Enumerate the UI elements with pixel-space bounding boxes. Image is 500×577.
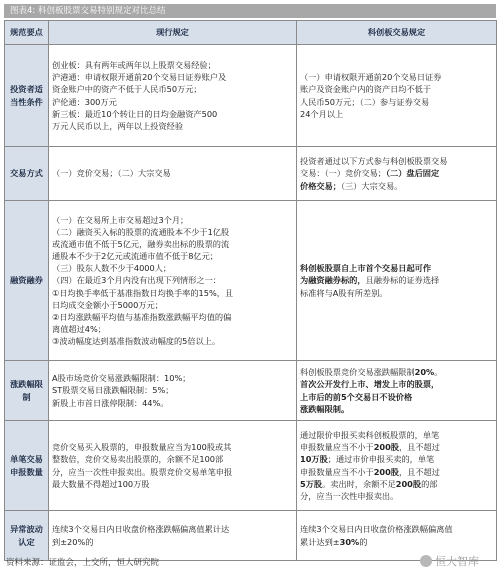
cell-line (300, 287, 493, 299)
cell-line (52, 226, 293, 238)
table-row (5, 201, 497, 361)
cell-line (52, 287, 293, 299)
bold-text: 价格交易； (300, 180, 341, 191)
cell-line (52, 384, 293, 396)
text: 分，应当一次性申报卖出。 (300, 490, 399, 501)
text: 通过限价申报买卖科创板股票的，单笔 (300, 430, 440, 441)
cell-line (52, 478, 293, 490)
bold-text: 科创板股票自上市首个交易日起可作 (300, 263, 432, 274)
source-footnote: 资料来源：证监会，上交所，恒大研究院 (6, 558, 160, 568)
cell-line (52, 453, 293, 465)
current-rule-cell (49, 45, 297, 147)
cell-line (300, 403, 493, 415)
header-row (5, 21, 497, 45)
cell-line (300, 155, 493, 167)
text: 且融券标的证券选择 (365, 275, 440, 286)
cell-line (52, 311, 293, 323)
cell-line (52, 335, 293, 347)
row-category: 投资者适当性条件 (5, 45, 49, 147)
text: （一）竞价交易；（二）大宗交易 (52, 168, 171, 179)
text: 24个月以上 (300, 108, 344, 119)
table-row (5, 45, 497, 147)
row-category: 单笔交易申报数量 (5, 421, 49, 511)
cell-line (300, 490, 493, 502)
bold-text: 首次公开发行上市、增发上市的股票， (300, 379, 440, 390)
text: 整数倍，竞价交易卖出股票的，余额不足100部 (52, 454, 224, 465)
table-row (5, 421, 497, 511)
figure-title: 图表4: 科创板股票交易特别规定对比总结 (4, 4, 496, 18)
text: 竞价交易买入股票的，申报数量应当为100股或其 (52, 442, 232, 453)
cell-line (300, 96, 493, 108)
cell-line (300, 453, 493, 465)
text: 到±20%的 (52, 536, 94, 547)
text: （一）在交易所上市交易超过3个月； (52, 214, 189, 225)
row-category: 异常波动认定 (5, 511, 49, 561)
text: ①日均换手率低于基准指数日均换手率的15%，且 (52, 287, 234, 298)
current-rule-cell (49, 421, 297, 511)
text: 。卖出时，余额不足 (322, 478, 396, 489)
bold-text: 30% (339, 536, 360, 547)
cell-line (52, 536, 293, 548)
row-category: 涨跌幅限制 (5, 361, 49, 421)
cell-line (52, 323, 293, 335)
cell-line (300, 536, 493, 548)
bold-text: 为融资融券标的， (300, 275, 366, 286)
text: （二）融资买入标的股票的流通股本不少于1亿股 (52, 227, 230, 238)
bold-text: 200股 (373, 466, 399, 477)
row-category: 融资融券 (5, 201, 49, 361)
current-rule-cell (49, 147, 297, 201)
text: 创业板：具有两年或两年以上股票交易经验； (52, 60, 216, 71)
text: 沪伦通：300万元 (52, 96, 117, 107)
text: 累计达到± (300, 536, 340, 547)
cell-line (52, 96, 293, 108)
text: 投资者通过以下方式参与科创板股票交易 (300, 156, 448, 167)
text: 通股本不少于2亿元或流通市值不低于8亿元； (52, 251, 218, 262)
text: ③波动幅度达到基准指数波动幅度的5倍以上。 (52, 335, 221, 346)
cell-line (52, 299, 293, 311)
cell-line (52, 108, 293, 120)
cell-line (52, 523, 293, 535)
cell-line (52, 397, 293, 409)
bold-text: 200股 (373, 442, 399, 453)
text: 标准将与A股有所差别。 (300, 287, 388, 298)
text: 资金账户中的资产不低于人民币50万元； (52, 84, 202, 95)
header-current-rules: 现行规定 (49, 21, 297, 45)
text: 的部 (421, 478, 438, 489)
cell-line (52, 466, 293, 478)
text: A股市场竞价交易涨跌幅限制：10%； (52, 373, 191, 384)
table-row (5, 147, 497, 201)
text: 科创板股票竞价交易涨跌幅限制 (300, 367, 415, 378)
bold-text: 200股 (395, 478, 422, 489)
text: （三）大宗交易。 (340, 180, 403, 191)
text: （三）股东人数不少于4000人； (52, 263, 172, 274)
text: ；通过市价申报买卖的，单笔 (327, 454, 435, 465)
text: 或流通市值不低于5亿元，融券卖出标的股票的流 (52, 239, 230, 250)
text: 日均成交金额小于5000万元； (52, 299, 163, 310)
text: 账户及资金账户内的资产日均不低于 (300, 84, 432, 95)
watermark (420, 553, 498, 571)
bold-text: 20% (414, 367, 435, 378)
cell-line (300, 71, 493, 83)
text: ，且不超过 (398, 442, 440, 453)
header-star-market-rules: 科创板交易规定 (297, 21, 497, 45)
cell-line (52, 214, 293, 226)
cell-line (52, 167, 293, 179)
cell-line (300, 108, 493, 120)
cell-line (52, 250, 293, 262)
text: （一）申请权限开通前20个交易日证券 (300, 72, 442, 83)
current-rule-cell (49, 201, 297, 361)
header-cat: 规范要点 (5, 21, 49, 45)
cell-line (52, 238, 293, 250)
current-rule-cell (49, 361, 297, 421)
cell-line (300, 366, 493, 378)
text: 最大数量不得超过100万股 (52, 478, 150, 489)
text: 的 (359, 536, 368, 547)
current-rule-cell (49, 511, 297, 561)
cell-line (300, 378, 493, 390)
text: 。 (434, 367, 443, 378)
text: 申报数量应当不小于 (300, 466, 374, 477)
text: ST股票交易日涨跌幅限制：5%； (52, 385, 174, 396)
star-market-rule-cell (297, 201, 497, 361)
bold-text: （二）盘后固定 (385, 168, 440, 179)
cell-line (300, 180, 493, 192)
cell-line (52, 71, 293, 83)
watermark-text: 恒大智库 (435, 555, 479, 568)
cell-line (52, 262, 293, 274)
cell-line (52, 59, 293, 71)
star-market-rule-cell (297, 361, 497, 421)
cell-line (52, 441, 293, 453)
cell-line (300, 478, 493, 490)
star-market-rule-cell (297, 147, 497, 201)
table-body (5, 45, 497, 561)
cell-line (52, 274, 293, 286)
cell-line (300, 466, 493, 478)
text: 人民币50万元；（二）参与证券交易 (300, 96, 430, 107)
text: ，且不超过 (398, 466, 440, 477)
text: 交易：（一）竞价交易； (300, 168, 386, 179)
text: 连续3个交易日内日收盘价格涨跌幅偏离值 (300, 524, 453, 535)
cell-line (300, 441, 493, 453)
text: （四）在最近3个月内没有出现下列情形之一： (52, 275, 221, 286)
bold-text: 上市后的前5个交易日不设价格 (300, 391, 413, 402)
bold-text: 10万股 (300, 454, 328, 465)
comparison-table (4, 20, 497, 561)
watermark-logo-icon (420, 555, 432, 567)
cell-line (300, 274, 493, 286)
text: 离值超过4%； (52, 323, 106, 334)
cell-line (300, 167, 493, 179)
bold-text: 涨跌幅限制。 (300, 403, 350, 414)
text: 申报数量应当不小于 (300, 442, 374, 453)
cell-line (300, 523, 493, 535)
cell-line (300, 391, 493, 403)
text: 新股上市首日涨停限制：44%。 (52, 397, 169, 408)
text: 万元人民币以上，两年以上投资经验 (52, 120, 184, 131)
star-market-rule-cell (297, 421, 497, 511)
text: ②日均涨跌幅平均值与基准指数涨跌幅平均值的偏 (52, 311, 232, 322)
cell-line (300, 429, 493, 441)
row-category: 交易方式 (5, 147, 49, 201)
text: 新三板：最近10个转让日的日均金融资产500 (52, 108, 218, 119)
bold-text: 5万股 (300, 478, 323, 489)
text: 沪港通：申请权限开通前20个交易日证券账户及 (52, 72, 227, 83)
text: 连续3个交易日内日收盘价格涨跌幅偏离值累计达 (52, 524, 230, 535)
cell-line (300, 83, 493, 95)
star-market-rule-cell (297, 45, 497, 147)
cell-line (300, 262, 493, 274)
cell-line (52, 372, 293, 384)
text: 分，应当一次性申报卖出。股票竞价交易单笔申报 (52, 466, 233, 477)
cell-line (52, 83, 293, 95)
cell-line (52, 120, 293, 132)
table-row (5, 361, 497, 421)
